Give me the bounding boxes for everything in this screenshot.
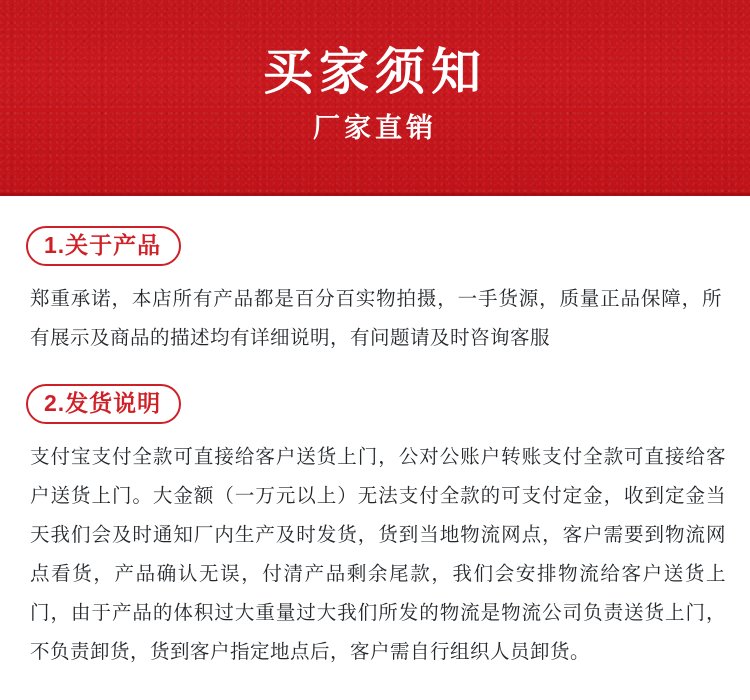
- page-title: 买家须知: [263, 43, 487, 100]
- section-body-about-product: 郑重承诺，本店所有产品都是百分百实物拍摄，一手货源，质量正品保障，所有展示及商品的描述均有详细说明，有问题请及时咨询客服: [30, 288, 722, 349]
- header-banner: [0, 0, 750, 196]
- section-about-product: [20, 226, 730, 358]
- content-area: [0, 226, 750, 672]
- section-shipping-info: [20, 384, 730, 672]
- section-heading-about-product: 1.关于产品: [26, 226, 181, 266]
- section-body-shipping-info: 支付宝支付全款可直接给客户送货上门，公对公账户转账支付全款可直接给客户送货上门。大金额（一万元以上）无法支付全款的可支付定金，收到定金当天我们会及时通知厂内生产及时发货，货到当地物流网点，客户需要到物流网点看货，产品确认无误，付清产品剩余尾款，我们会安排物流给客户送货上门，由于产品的体积过大重量过大我们所发的物流是物流公司负责送货上门，不负责卸货，货到客户指定地点后，客户需自行组织人员卸货。: [30, 446, 726, 663]
- page-subtitle: 厂家直销: [313, 112, 437, 143]
- section-heading-shipping-info: 2.发货说明: [26, 384, 181, 424]
